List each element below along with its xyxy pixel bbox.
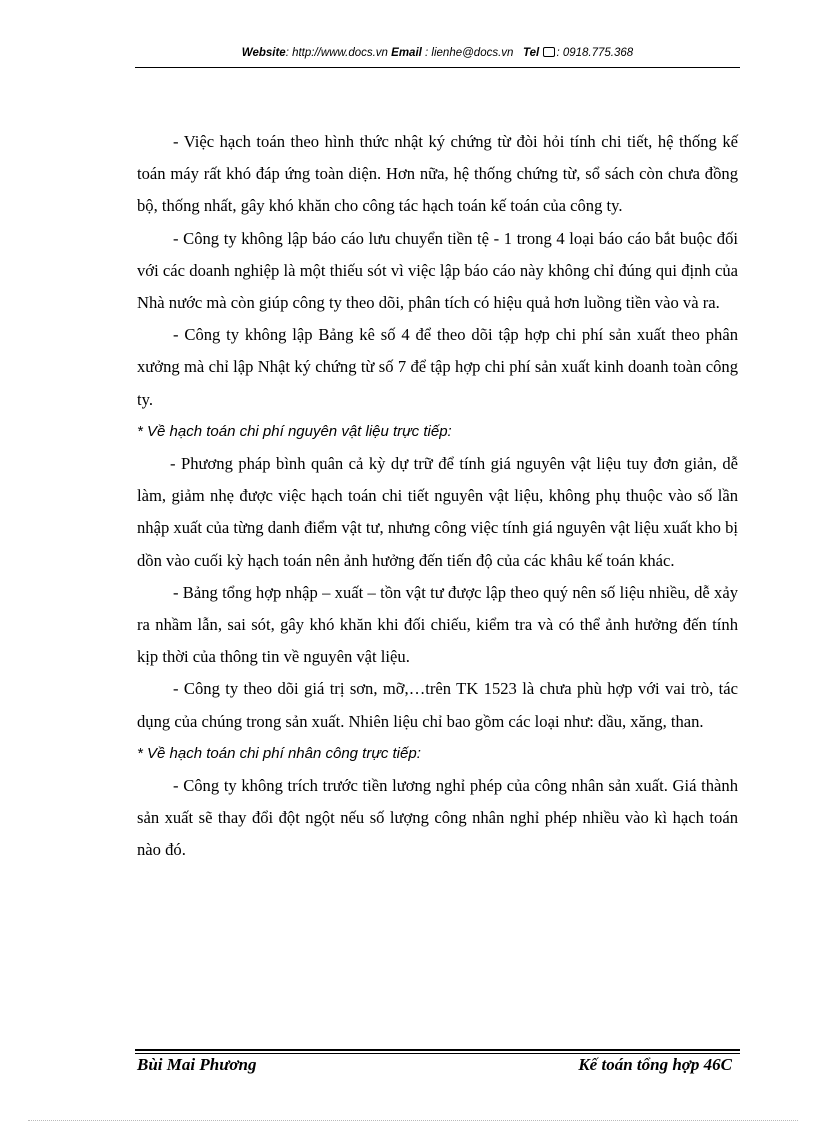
paragraph-2: - Công ty không lập báo cáo lưu chuyển tiền tệ - 1 trong 4 loại báo cáo bắt buộc đối với các doanh nghiệp là một thiếu sót vì việc lập báo cáo này không chỉ đúng qui định của Nhà nước mà còn giúp công ty theo dõi, phân tích có hiệu quả hơn luồng tiền vào và ra. <box>137 228 738 313</box>
page-bottom-border <box>28 1120 798 1121</box>
paragraph-4: - Phương pháp bình quân cả kỳ dự trữ để tính giá nguyên vật liệu tuy đơn giản, dễ làm, giảm nhẹ được việc hạch toán chi tiết nguyên vật liệu, không phụ thuộc vào số lần nhập xuất của từng danh điểm vật tư, nhưng công việc tính giá nguyên vật liệu xuất kho bị dồn vào cuối kỳ hạch toán nên ảnh hưởng đến tiến độ của các khâu kế toán khác. <box>137 454 738 570</box>
footer-rule-thin <box>135 1053 740 1054</box>
phone-icon <box>543 47 555 57</box>
paragraph-7: - Công ty không trích trước tiền lương nghỉ phép của công nhân sản xuất. Giá thành sản xuất sẽ thay đổi đột ngột nếu số lượng công nhân nghỉ phép nhiều vào kì hạch toán nào đó. <box>137 776 738 860</box>
footer-class: Kế toán tổng hợp 46C <box>578 1055 732 1074</box>
header-rule <box>135 67 740 68</box>
tel-value: : 0918.775.368 <box>556 47 634 59</box>
section-heading-labor: * Về hạch toán chi phí nhân công trực tiếp: <box>137 744 421 762</box>
document-body <box>137 126 738 867</box>
tel-label: Tel <box>523 47 540 59</box>
page-header <box>135 47 740 59</box>
paragraph-1: - Việc hạch toán theo hình thức nhật ký chứng từ đòi hỏi tính chi tiết, hệ thống kế toán máy rất khó đáp ứng toàn diện. Hơn nữa, hệ thống chứng từ, sổ sách còn chưa đồng bộ, thống nhất, gây khó khăn cho công tác hạch toán kế toán của công ty. <box>137 132 738 216</box>
footer-author: Bùi Mai Phương <box>137 1055 257 1074</box>
footer-rule <box>135 1049 740 1051</box>
section-heading-materials: * Về hạch toán chi phí nguyên vật liệu trực tiếp: <box>137 422 452 440</box>
website-value: : http://www.docs.vn <box>285 47 388 59</box>
website-label: Website <box>241 47 286 59</box>
paragraph-6: - Công ty theo dõi giá trị sơn, mỡ,…trên TK 1523 là chưa phù hợp với vai trò, tác dụng của chúng trong sản xuất. Nhiên liệu chỉ bao gồm các loại như: dầu, xăng, than. <box>137 679 738 731</box>
paragraph-5: - Bảng tổng hợp nhập – xuất – tồn vật tư được lập theo quý nên số liệu nhiều, dễ xảy ra nhầm lẫn, sai sót, gây khó khăn khi đối chiếu, kiểm tra và có thể ảnh hưởng đến tính kịp thời của thông tin về nguyên vật liệu. <box>137 582 738 667</box>
paragraph-3: - Công ty không lập Bảng kê số 4 để theo dõi tập hợp chi phí sản xuất theo phân xưởng mà chỉ lập Nhật ký chứng từ số 7 để tập hợp chi phí sản xuất kinh doanh toàn công ty. <box>137 325 738 409</box>
email-value: : lienhe@docs.vn <box>421 47 514 59</box>
email-label: Email <box>391 47 422 59</box>
